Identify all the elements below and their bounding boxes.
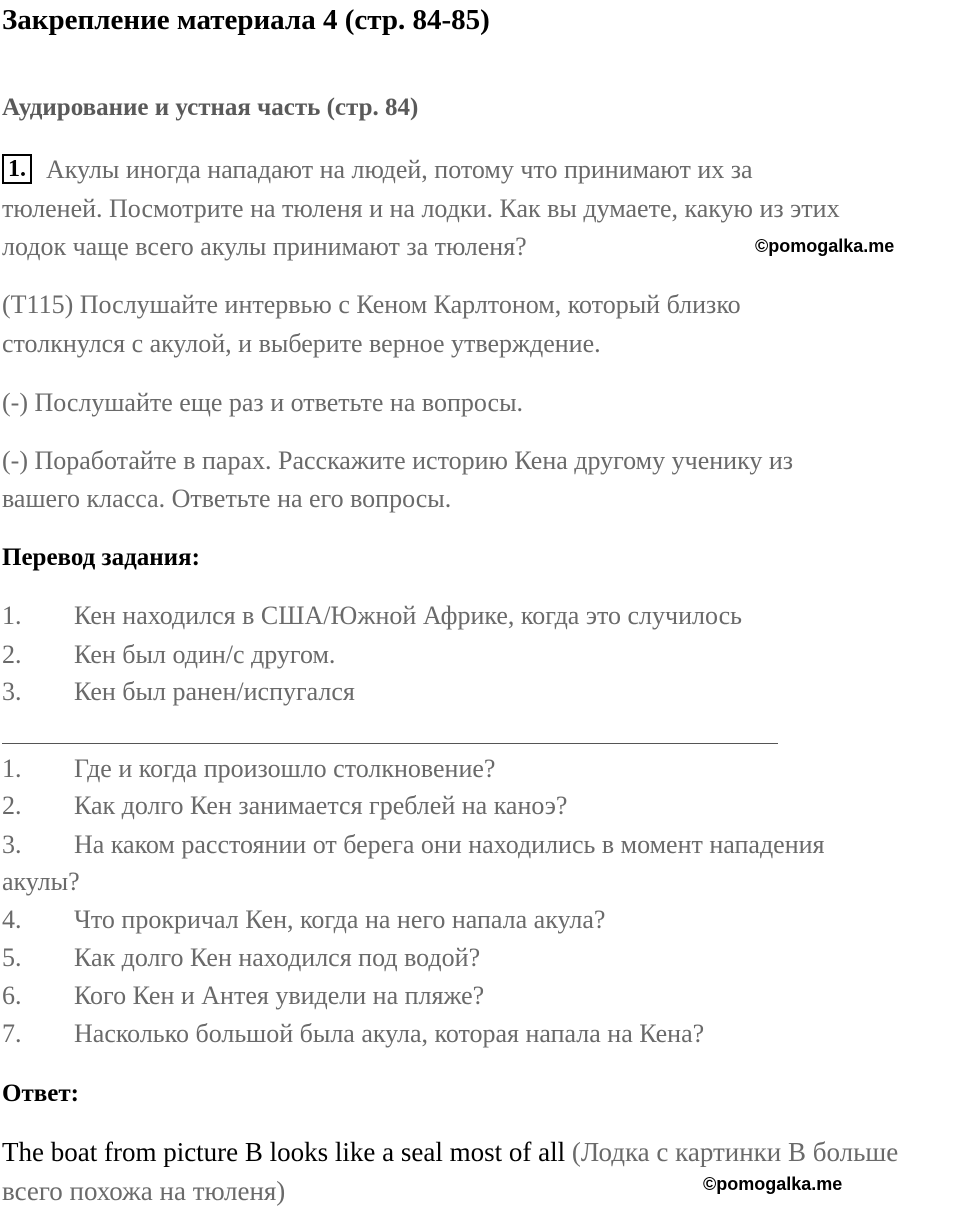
answer-english: The boat from picture B looks like a seal most of all xyxy=(2,1137,566,1167)
para3-line: (-) Послушайте еще раз и ответьте на вопросы. xyxy=(2,388,524,417)
answer-russian-part2: всего похожа на тюленя) xyxy=(2,1176,286,1206)
statement-item: 2. Кен был один/с другом. xyxy=(2,640,336,669)
answer-heading: Ответ: xyxy=(2,1080,79,1107)
question-item-continued: акулы? xyxy=(2,867,80,896)
para4-line-2: вашего класса. Ответьте на его вопросы. xyxy=(2,484,452,513)
task-line-2: тюленей. Посмотрите на тюленя и на лодки. Как вы думаете, какую из этих xyxy=(2,194,840,223)
para4-line-1: (-) Поработайте в парах. Расскажите историю Кена другому ученику из xyxy=(2,446,794,475)
statement-item: 3. Кен был ранен/испугался xyxy=(2,677,355,706)
statement-item: 1. Кен находился в США/Южной Африке, когда это случилось xyxy=(2,601,743,630)
task-line-1 xyxy=(2,151,753,189)
divider-line xyxy=(2,743,778,744)
question-item: 2. Как долго Кен занимается греблей на каноэ? xyxy=(2,791,568,820)
task-line-3: лодок чаще всего акулы принимают за тюленя? xyxy=(2,232,527,261)
translation-heading: Перевод задания: xyxy=(2,544,200,571)
question-item: 3. На каком расстоянии от берега они находились в момент нападения xyxy=(2,830,825,859)
question-item: 5. Как долго Кен находился под водой? xyxy=(2,943,481,972)
answer-line-1 xyxy=(2,1133,898,1171)
task-text-1: Акулы иногда нападают на людей, потому что принимают их за xyxy=(46,155,753,184)
watermark-bottom: ©pomogalka.me xyxy=(703,1174,843,1194)
para2-line-2: столкнулся с акулой, и выберите верное утверждение. xyxy=(2,329,601,358)
page-title: Закрепление материала 4 (стр. 84-85) xyxy=(2,4,490,36)
answer-russian-part1: (Лодка с картинки В больше xyxy=(571,1137,899,1167)
question-item: 7. Насколько большой была акула, которая напала на Кена? xyxy=(2,1019,705,1048)
question-item: 4. Что прокричал Кен, когда на него напала акула? xyxy=(2,905,606,934)
watermark-top: ©pomogalka.me xyxy=(755,236,895,256)
section-subtitle: Аудирование и устная часть (стр. 84) xyxy=(2,94,419,121)
question-item: 1. Где и когда произошло столкновение? xyxy=(2,754,496,783)
question-item: 6. Кого Кен и Антея увидели на пляже? xyxy=(2,981,485,1010)
task-number-box: 1. xyxy=(2,154,32,184)
para2-line-1: (T115) Послушайте интервью с Кеном Карлтоном, который близко xyxy=(2,290,741,319)
